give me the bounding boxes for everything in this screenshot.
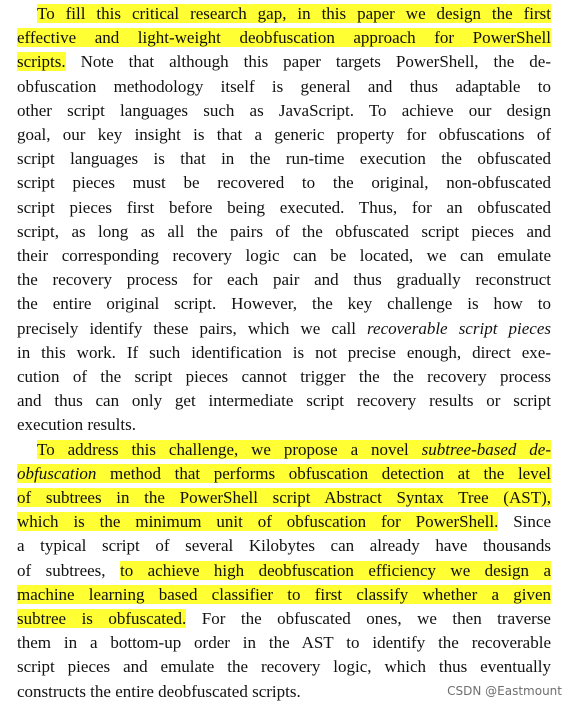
highlighted-text: of subtrees in the PowerShell script Abstract Syntax Tree (AST), (17, 488, 551, 508)
csdn-watermark: CSDN @Eastmount (444, 683, 565, 699)
text-line (17, 26, 551, 50)
text-span: script pieces and emulate the recovery logic, which thus eventually (17, 657, 551, 677)
text-span: their corresponding recovery logic can be located, we can emulate (17, 246, 551, 266)
text-span: Note that although this paper targets PowerShell, the de- (65, 52, 551, 72)
highlighted-text: subtree-based de- (421, 439, 551, 459)
text-span: script pieces must be recovered to the original, non-obfuscated (17, 173, 551, 193)
text-line (17, 365, 551, 389)
text-span: script, as long as all the pairs of the obfuscated script pieces and (17, 221, 551, 241)
text-line (17, 438, 551, 462)
highlighted-text: method that performs obfuscation detection at the level (96, 463, 551, 483)
paragraph-1 (17, 2, 551, 438)
text-span: goal, our key insight is that a generic property for obfuscations of (17, 125, 551, 145)
text-span: script languages is that in the run-time execution the obfuscated (17, 149, 551, 169)
highlighted-text: to achieve high deobfuscation efficiency we design a (119, 560, 552, 580)
text-line (17, 99, 551, 123)
text-line (17, 559, 551, 583)
text-span: the recovery process for each pair and thus gradually reconstruct (17, 270, 551, 290)
text-line (17, 171, 551, 195)
text-line (17, 244, 551, 268)
paragraph-2 (17, 438, 551, 704)
text-span: other script languages such as JavaScript. To achieve our design (17, 100, 551, 120)
highlighted-text: which is the minimum unit of obfuscation for PowerShell. (17, 512, 499, 532)
text-line (17, 607, 551, 631)
text-span: of subtrees, (17, 560, 120, 580)
highlighted-text: To fill this critical research gap, in this paper we design the first (37, 4, 551, 23)
text-line (17, 220, 551, 244)
text-line (17, 655, 551, 679)
highlighted-text: effective and light-weight deobfuscation approach for PowerShell (17, 28, 551, 48)
text-line (17, 583, 551, 607)
highlighted-text: subtree is obfuscated. (17, 609, 187, 629)
text-line (17, 147, 551, 171)
text-span: the entire original script. However, the key challenge is how to (17, 294, 551, 314)
text-line (17, 413, 551, 437)
text-line (17, 292, 551, 316)
text-span: a typical script of several Kilobytes can already have thousands (17, 536, 551, 556)
text-line (17, 389, 551, 413)
text-span: in this work. If such identification is not precise enough, direct exe- (17, 342, 551, 362)
text-span: recoverable script pieces (367, 318, 551, 338)
highlighted-text: scripts. (17, 52, 66, 72)
highlighted-text: To address this challenge, we propose a novel (37, 439, 422, 459)
text-line (17, 50, 551, 74)
text-line (17, 510, 551, 534)
text-span: them in a bottom-up order in the AST to identify the recoverable (17, 633, 551, 653)
text-line (17, 75, 551, 99)
text-line (17, 462, 551, 486)
text-line (17, 534, 551, 558)
text-span: Since (498, 512, 551, 532)
text-line (17, 317, 551, 341)
text-line (17, 268, 551, 292)
text-span: cution of the script pieces cannot trigger the the recovery process (17, 367, 551, 387)
text-span: precisely identify these pairs, which we call (17, 318, 368, 338)
highlighted-text: obfuscation (17, 463, 97, 483)
text-span: obfuscation methodology itself is general and thus adaptable to (17, 76, 551, 96)
text-line (17, 2, 551, 26)
text-span: constructs the entire deobfuscated scripts. (17, 681, 301, 701)
text-line (17, 486, 551, 510)
text-span: and thus can only get intermediate script recovery results or script (17, 391, 551, 411)
text-span: For the obfuscated ones, we then traverse (186, 609, 551, 629)
text-line (17, 123, 551, 147)
text-line (17, 631, 551, 655)
paper-body (17, 2, 551, 704)
text-span: script pieces first before being executed. Thus, for an obfuscated (17, 197, 551, 217)
text-line (17, 196, 551, 220)
text-line (17, 341, 551, 365)
text-span: execution results. (17, 415, 136, 435)
highlighted-text: machine learning based classifier to first classify whether a given (17, 584, 551, 604)
